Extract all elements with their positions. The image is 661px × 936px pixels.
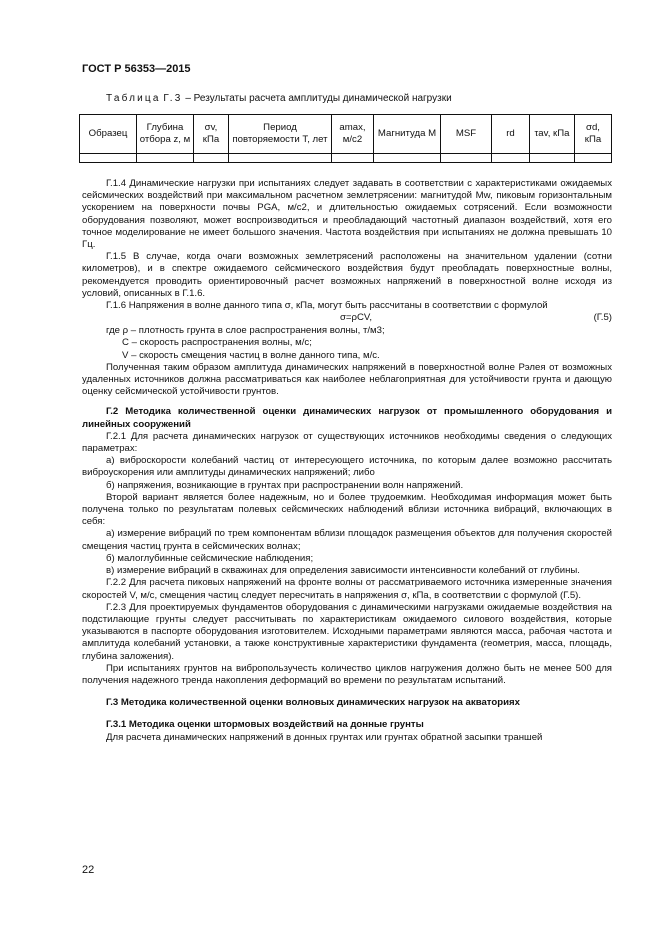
results-table (79, 114, 612, 163)
page-number: 22 (82, 864, 95, 876)
formula-number: (Г.5) (593, 312, 612, 324)
paragraph-g-1-5: Г.1.5 В случае, когда очаги возможных землетрясений расположены на значительном удалении (сотни километров), и в спектре ожидаемого сейсмического воздействия будут преобладать поверхностные волны, рекомендуется проводить ориентировочный расчет возможных напряжений в поверхностной волне исходя из условий, описанных в Г.1.6. (82, 251, 612, 299)
col-header-msf: MSF (441, 115, 492, 154)
standard-header: ГОСТ Р 56353—2015 (82, 63, 191, 75)
table-caption (106, 93, 452, 104)
table-header-row (80, 115, 612, 154)
heading-g-3: Г.3 Методика количественной оценки волновых динамических нагрузок на акваториях (106, 697, 520, 709)
table-row (80, 154, 612, 163)
paragraph-second-option: Второй вариант является более надежным, но и более трудоемким. Необходимая информация может быть получена только по результатам полевых сейсмических наблюдений вблизи источника вибраций, включающих в себя: (82, 491, 612, 528)
table-caption-word: Таблица (106, 93, 161, 104)
col-header-sample: Образец (80, 115, 137, 154)
table-caption-title: – Результаты расчета амплитуды динамической нагрузки (185, 93, 452, 104)
col-header-magnitude: Магнитуда M (374, 115, 441, 154)
paragraph-g-2-1: Г.2.1 Для расчета динамических нагрузок от существующих источников необходимы сведения о следующих параметрах: (82, 430, 612, 455)
document-body (82, 178, 612, 744)
list-item-b: б) напряжения, возникающие в грунтах при распространении волн напряжений. (106, 479, 464, 491)
list-item-c2: в) измерение вибраций в скважинах для определения зависимости интенсивности колебаний от глубины. (106, 565, 580, 577)
where-rho: где ρ – плотность грунта в слое распространения волны, т/м3; (106, 325, 385, 337)
col-header-amax: amax, м/с2 (332, 115, 374, 154)
paragraph-g-3-1: Для расчета динамических напряжений в донных грунтах или грунтах обратной засыпки траншей (106, 731, 543, 743)
table-caption-number: Г.3 (163, 93, 183, 104)
heading-g-2: Г.2 Методика количественной оценки динамических нагрузок от промышленного оборудования и линейных сооружений (82, 406, 612, 430)
formula-g5 (82, 312, 612, 325)
col-header-depth: Глубина отбора z, м (137, 115, 194, 154)
where-v: V – скорость смещения частиц в волне данного типа, м/с. (122, 349, 380, 361)
paragraph-g-2-3: Г.2.3 Для проектируемых фундаментов оборудования с динамическими нагрузками ожидаемые воздействия на подстилающие грунты следует рассчитывать по характеристикам ожидаемого силового воздействия, которые указываются в паспорте оборудования изготовителем. Исходными параметрами являются масса, рабочая частота и амплитуда колебаний установки, а также конструктивные характеристики фундамента (геометрия, масса, площадь, глубина заложения). (82, 601, 612, 662)
formula-expression: σ=ρCV, (340, 312, 373, 324)
col-header-sigma-v: σv, кПа (194, 115, 229, 154)
col-header-tau-av: τav, кПа (530, 115, 575, 154)
paragraph-g-2-2: Г.2.2 Для расчета пиковых напряжений на фронте волны от рассматриваемого источника измеренные значения скоростей V, м/с, смещения частиц следует пересчитать в напряжения σ, кПа, в соответствии с формулой (Г.5). (82, 577, 612, 601)
col-header-rd: rd (492, 115, 530, 154)
list-item-a2: а) измерение вибраций по трем компонентам вблизи площадок размещения объектов для получения скоростей смещения частиц грунта в сейсмических волнах; (82, 528, 612, 552)
paragraph-g-1-4: Г.1.4 Динамические нагрузки при испытаниях следует задавать в соответствии с характеристиками ожидаемых сейсмических воздействий при максимальном расчетном землетрясении: магнитудой Mw, пиковым горизонтальным ускорением на поверхности почвы PGA, м/с2, и длительностью ожидаемых сотрясений. Если возможности оборудования позволяют, может воспроизводиться и преобладающий частотный диапазон воздействий, хотя его точное моделирование не имеет большого значения. Частота воздействия при испытаниях не должна превышать 10 Гц. (82, 178, 612, 251)
list-item-a: а) виброскорости колебаний частиц от интересующего источника, по которым далее возможно рассчитать виброускорения или амплитуды динамических напряжений; либо (82, 455, 612, 479)
where-c: C – скорость распространения волны, м/с; (122, 337, 312, 349)
paragraph-g-1-6: Г.1.6 Напряжения в волне данного типа σ, кПа, могут быть рассчитаны в соответствии с формулой (106, 300, 548, 312)
list-item-b2: б) малоглубинные сейсмические наблюдения; (106, 552, 314, 564)
heading-g-3-1: Г.3.1 Методика оценки штормовых воздействий на донные грунты (106, 719, 424, 731)
paragraph-rayleigh: Полученная таким образом амплитуда динамических напряжений в поверхностной волне Рэлея от возможных удаленных источников должна рассматриваться как наиболее неблагоприятная для устойчивости грунта и дающую оценку сейсмической устойчивости грунтов. (82, 361, 612, 398)
col-header-period: Период повторяемости T, лет (229, 115, 332, 154)
paragraph-vibrocreep: При испытаниях грунтов на вибропользучесть количество циклов нагружения должно быть не менее 500 для получения надежного тренда накопления деформаций во времени по результатам испытаний. (82, 662, 612, 686)
col-header-sigma-d: σd, кПа (575, 115, 612, 154)
